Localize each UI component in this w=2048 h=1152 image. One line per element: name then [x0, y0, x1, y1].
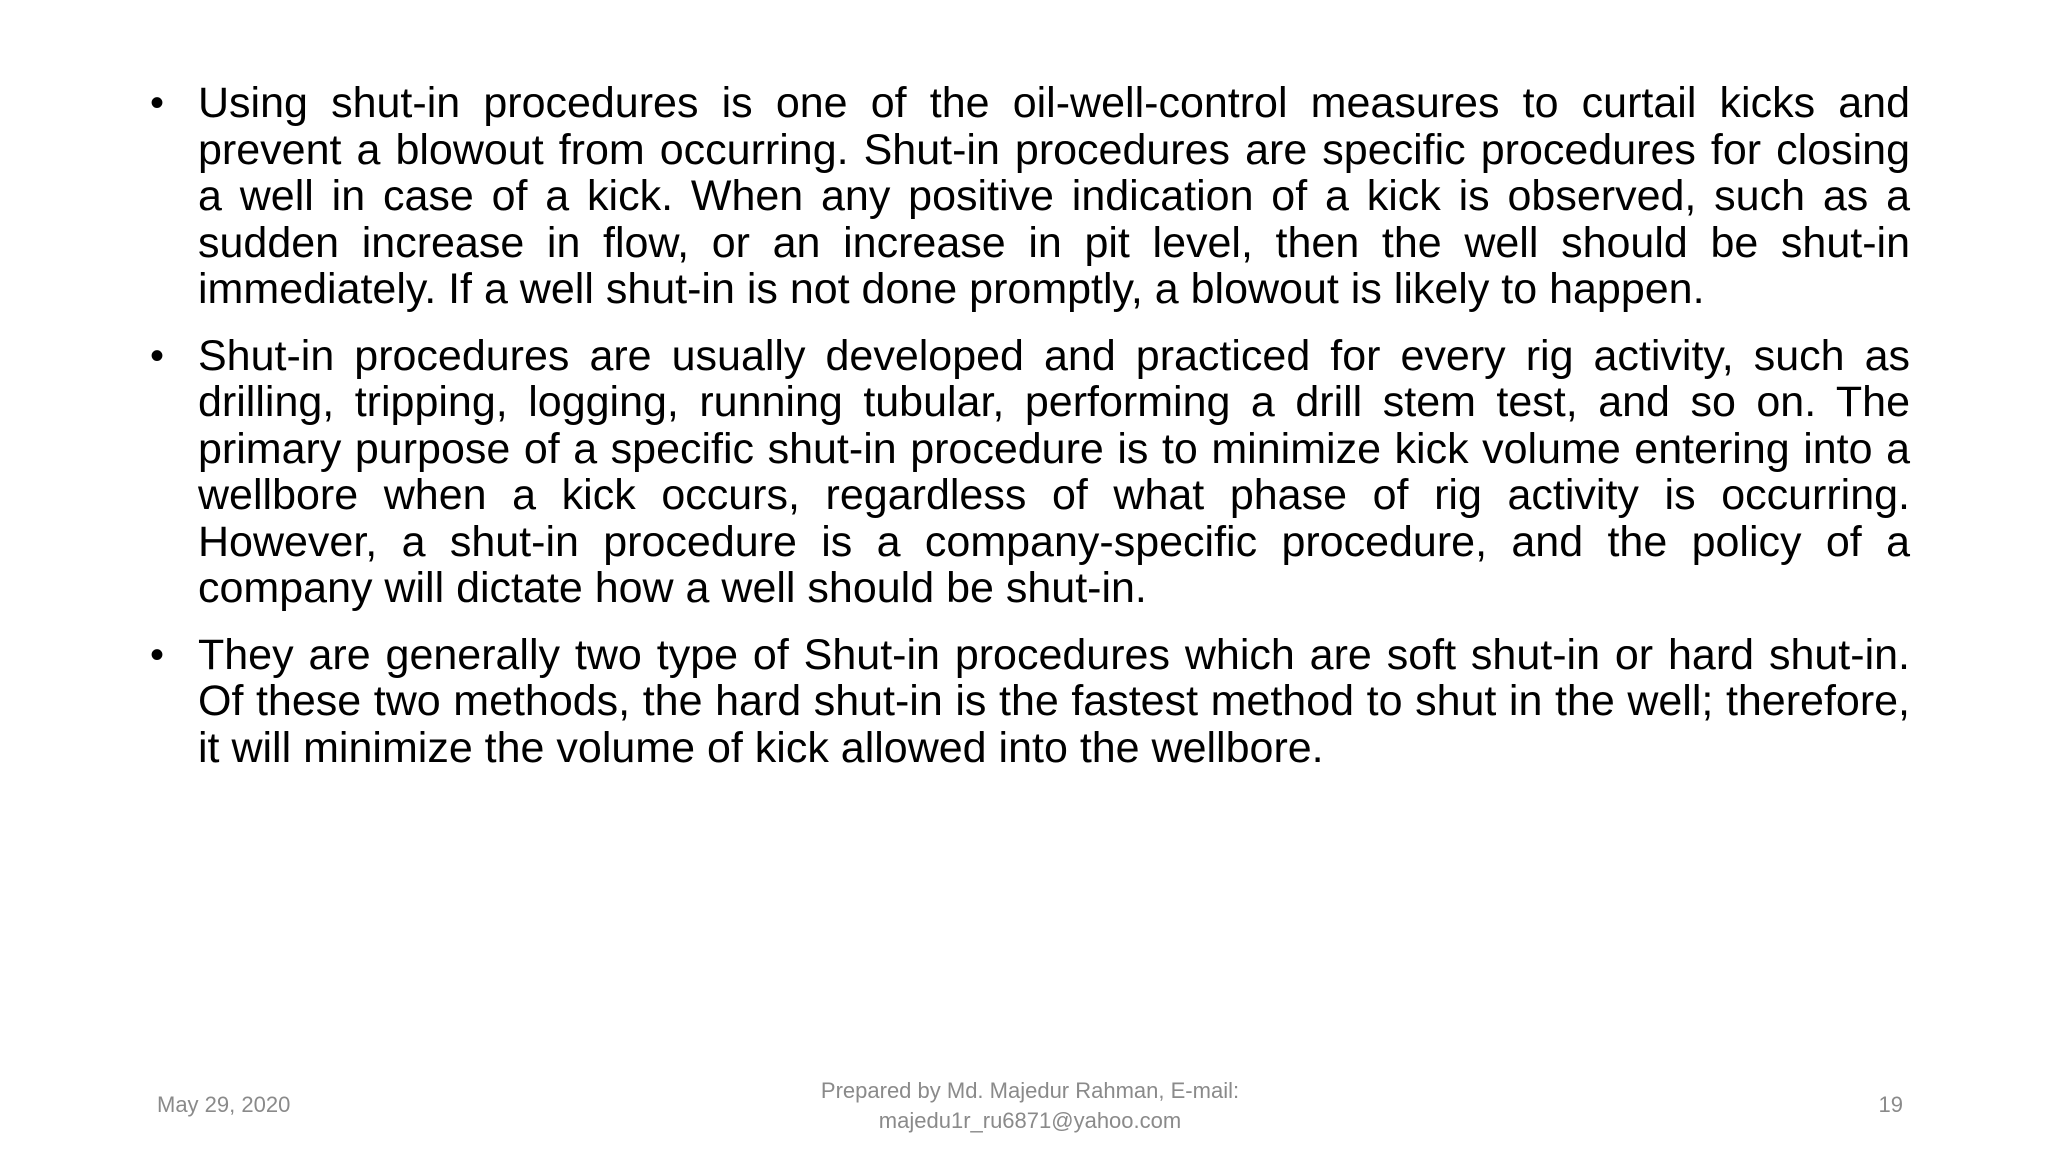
bullet-text-1: Using shut-in procedures is one of the oil-well-control measures to curtail kicks and prevent a blowout from occurring. Shut-in procedures are specific procedures for closing a well in case of a kick. When any positive indication of a kick is observed, such as a sudden increase in flow, or an increase in pit level, then the well should be shut-in immediately. If a well shut-in is not done promptly, a blowout is likely to happen.	[198, 79, 1910, 313]
footer-date: May 29, 2020	[157, 1092, 291, 1117]
bullet-text-2: Shut-in procedures are usually developed and practiced for every rig activity, such as drilling, tripping, logging, running tubular, performing a drill stem test, and so on. The primary purpose of a specific shut-in procedure is to minimize kick volume entering into a wellbore when a kick occurs, regardless of what phase of rig activity is occurring. However, a shut-in procedure is a company-specific procedure, and the policy of a company will dictate how a well should be shut-in.	[198, 331, 1910, 612]
slide-content	[150, 80, 1910, 791]
footer-author	[730, 1076, 1330, 1136]
footer-author-email: majedu1r_ru6871@yahoo.com	[878, 1108, 1182, 1133]
bullet-dot: •	[150, 333, 165, 378]
bullet-dot: •	[150, 632, 165, 677]
bullet-list	[150, 80, 1910, 771]
footer-author-line1: Prepared by Md. Majedur Rahman, E-mail:	[820, 1078, 1240, 1103]
bullet-item-1	[150, 80, 1910, 313]
bullet-text-3: They are generally two type of Shut-in procedures which are soft shut-in or hard shut-in. Of these two methods, the hard shut-in is the fastest method to shut in the well; therefore, it will minimize the volume of kick allowed into the wellbore.	[198, 630, 1910, 772]
bullet-item-3	[150, 632, 1910, 772]
page-number: 19	[1878, 1092, 1903, 1117]
bullet-dot: •	[150, 81, 165, 125]
bullet-item-2	[150, 333, 1910, 612]
